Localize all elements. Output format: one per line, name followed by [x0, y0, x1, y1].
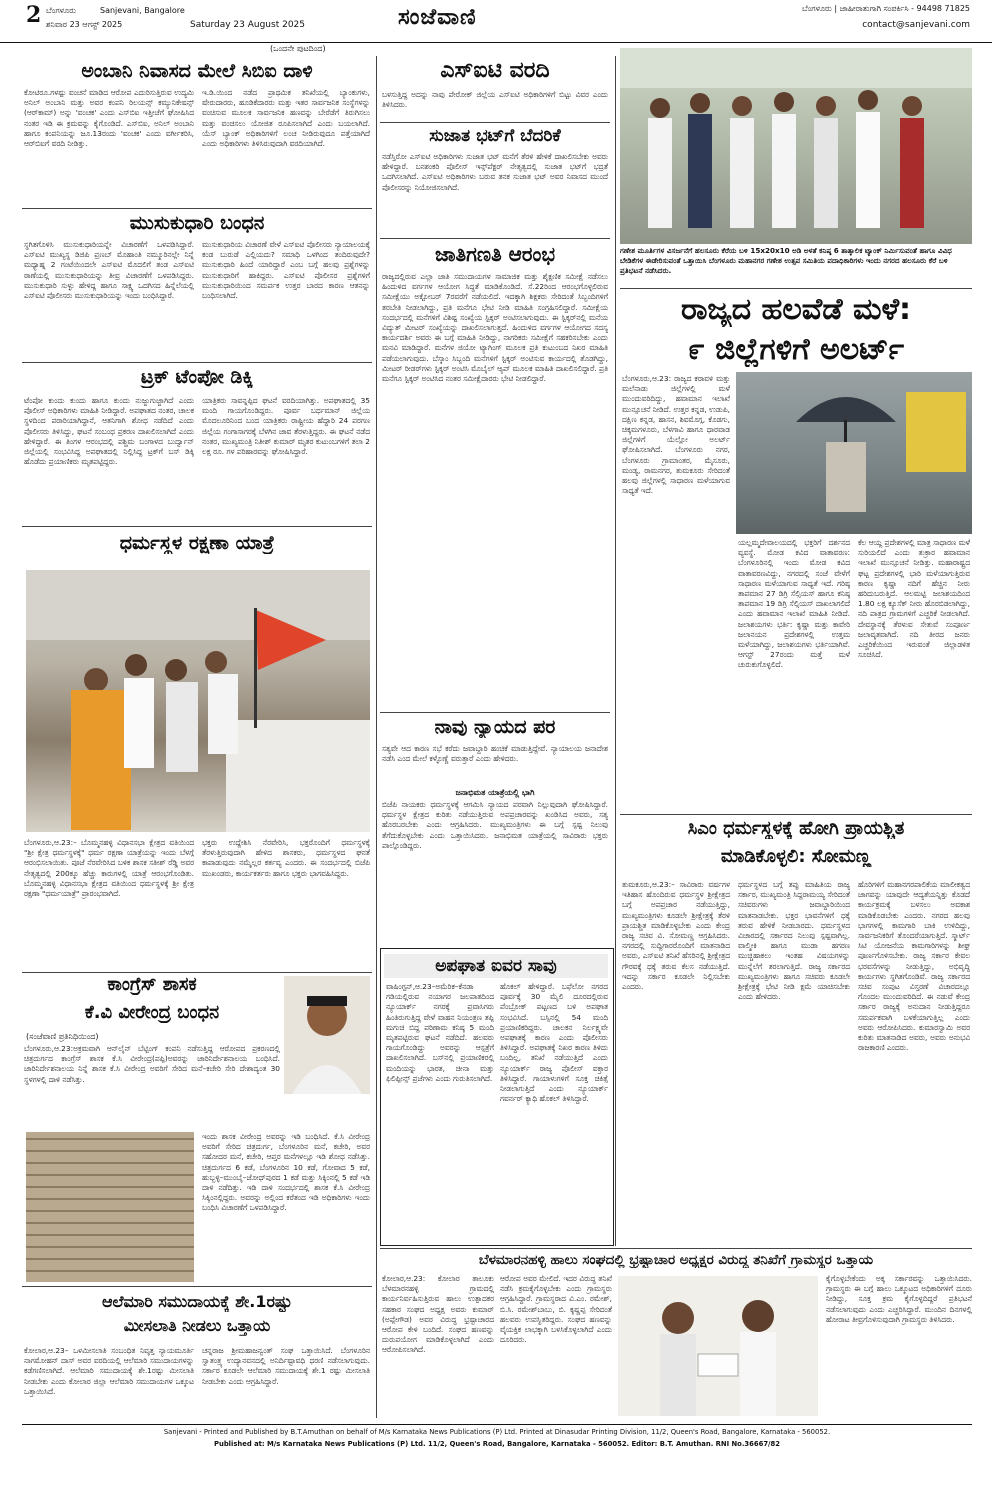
- headline-virendra-2: ಕೆ.ವಿ ವೀರೇಂದ್ರ ಬಂಧನ: [84, 1002, 220, 1023]
- footer-line-1: Sanjevani - Printed and Published by B.T.Amuthan on behalf of M/s Karnataka News Publications (P) Ltd. Printed at Dinasudar Printing Division, 11/2, Queen's Road, Bangalore, Karnataka - 560052.: [163, 1428, 831, 1436]
- divider: [380, 238, 610, 239]
- milk-col2: ಆರೋಪ ಅವರ ಮೇಲಿದೆ. ಇದರ ವಿರುದ್ಧ ತನಿಖೆ ನಡೆಸಿ ಕ್ರಮಕೈಗೊಳ್ಳಬೇಕು ಎಂದು ಗ್ರಾಮಸ್ಥರು ಆಗ್ರಹಿಸಿದ್ದಾರೆ. ಗ್ರಾಮಸ್ಥರಾದ ವಿ.ಎಂ. ರಮೇಶ್, ಬಿ.ಸಿ. ರಮೇಶ್‌ಬಾಬು, ಬಿ. ಕೃಷ್ಣಪ್ಪ ಸೇರಿದಂತೆ ಹಲವರು ಉಪಸ್ಥಿತರಿದ್ದರು. ಸಂಘದ ಹಣವನ್ನು ವೈಯಕ್ತಿಕ ಲಾಭಕ್ಕಾಗಿ ಬಳಸಿಕೊಳ್ಳಲಾಗಿದೆ ಎಂದು ದೂರಿದರು.: [500, 1274, 612, 1345]
- person-portrait: [284, 976, 370, 1094]
- milk-photo: [618, 1276, 818, 1416]
- divider: [22, 526, 372, 527]
- protest-scene: [620, 48, 972, 244]
- header-contact[interactable]: contact@sanjevani.com: [862, 20, 970, 30]
- sit-body: ಬಳಸುತ್ತಿದ್ದ ಅದನ್ನು ನಾವು ಪೇರೋಕ್ ಜಿಲ್ಲೆಯ ಎಸ್‌ಐಟಿ ಅಧಿಕಾರಿಗಳಿಗೆ ಬಿಟ್ಟು ವಿವರ ಎಂದು ತಿಳಿಸಿದರು.: [382, 90, 608, 110]
- truck-col1: ಟೆಂಪೋ ಕುಂದು ಕುಂದು ಹಾಗೂ ಕುಂದು ನುಜ್ಜುಗುಜ್ಜಾಗಿದೆ ಎಂದು ಪೊಲೀಸ್ ಅಧಿಕಾರಿಗಳು ಮಾಹಿತಿ ನೀಡಿದ್ದಾರೆ. ಅಪಘಾತದ ನಂತರ, ಚಾಲಕ ಸ್ಥಳದಿಂದ ಪರಾರಿಯಾಗಿದ್ದಾನೆ, ಆತನಿಗಾಗಿ ಶೋಧ ನಡೆದಿದೆ ಎಂದು ಪೊಲೀಸರು ತಿಳಿಸಿದ್ದು, ಘಟನೆ ಸಂಬಂಧ ಪ್ರಕರಣ ದಾಖಲಿಸಲಾಗಿದೆ ಎಂದು ಹೇಳಿದ್ದಾರೆ. ಈ ತಿಂಗಳ ಆರಂಭದಲ್ಲಿ ಪಶ್ಚಿಮ ಬಂಗಾಳದ ಬುರ್ದ್ವಾನ್ ಜಿಲ್ಲೆಯಲ್ಲಿ ಸಂಭವಿಸಿದ್ದ ಅಪಘಾತದಲ್ಲಿ ನಿಲ್ಲಿಸಿದ್ದ ಟ್ರಕ್‌ಗೆ ಬಸ್ ಡಿಕ್ಕಿ ಹೊಡೆದು ಪ್ರಯಾಣಿಕರು ಮೃತಪಟ್ಟಿದ್ದರು.: [24, 396, 194, 467]
- truck-col2: ಯಾತ್ರಿಕರು ಸಾವನ್ನಪ್ಪಿದ ಘಟನೆ ವರದಿಯಾಗಿತ್ತು. ಅಪಘಾತದಲ್ಲಿ 35 ಮಂದಿ ಗಾಯಗೊಂಡಿದ್ದರು. ಪೂರ್ವ ಬರ್ಧಮಾನ್ ಜಿಲ್ಲೆಯ ಮೊದಲೂರಿನಿಂದ ಬಂದ ಯಾತ್ರಿಕರು ರಾಷ್ಟ್ರೀಯ ಹೆದ್ದಾರಿ 24 ಪರಗಣ ಜಿಲ್ಲೆಯ ಗಂಗಾಸಾಗರಕ್ಕೆ ಬೆಳಗಿನ ಜಾವ ತೆರಳುತ್ತಿದ್ದರು. ಈ ಘಟನೆ ನಡೆದ ನಂತರ, ಮುಖ್ಯಮಂತ್ರಿ ನಿತೀಶ್ ಕುಮಾರ್ ಮೃತರ ಕುಟುಂಬಗಳಿಗೆ ತಲಾ 2 ಲಕ್ಷ ರೂ. ಗಳ ಪರಿಹಾರವನ್ನು ಘೋಷಿಸಿದ್ದಾರೆ.: [202, 396, 370, 457]
- headline-sujatha: ಸುಜಾತ ಭಟ್‌ಗೆ ಬೆದರಿಕೆ: [429, 126, 561, 146]
- yatre-photo: [26, 570, 370, 832]
- milk-col3: ಕೈಗೊಳ್ಳಬೇಕೆಂದು ಅಕ್ಕ ಸರ್ಕಾರವನ್ನು ಒತ್ತಾಯಿಸಿದರು. ಗ್ರಾಮಸ್ಥರು ಈ ಬಗ್ಗೆ ಹಾಲು ಒಕ್ಕೂಟದ ಅಧಿಕಾರಿಗಳಿಗೆ ದೂರು ನೀಡಿದ್ದು, ಸೂಕ್ತ ಕ್ರಮ ಕೈಗೊಳ್ಳದಿದ್ದರೆ ಪ್ರತಿಭಟನೆ ನಡೆಸಲಾಗುವುದು ಎಂದು ಎಚ್ಚರಿಸಿದ್ದಾರೆ. ಮುಂದಿನ ದಿನಗಳಲ್ಲಿ ಹೋರಾಟ ತೀವ್ರಗೊಳಿಸುವುದಾಗಿ ಗ್ರಾಮಸ್ಥರು ತಿಳಿಸಿದರು.: [826, 1274, 972, 1324]
- rain-lead: ಬೆಂಗಳೂರು,ಆ.23: ರಾಜ್ಯದ ಕರಾವಳಿ ಮತ್ತು ಮಲೆನಾಡು ಜಿಲ್ಲೆಗಳಲ್ಲಿ ಮಳೆ ಮುಂದುವರಿದಿದ್ದು, ಹವಾಮಾನ ಇಲಾಖೆ ಮುನ್ಸೂಚನೆ ನೀಡಿದೆ. ಉತ್ತರ ಕನ್ನಡ, ಉಡುಪಿ, ದಕ್ಷಿಣ ಕನ್ನಡ, ಹಾಸನ, ಶಿವಮೊಗ್ಗ, ಕೊಡಗು, ಚಿಕ್ಕಮಗಳೂರು, ಬೆಳಗಾವಿ ಹಾಗೂ ಧಾರವಾಡ ಜಿಲ್ಲೆಗಳಿಗೆ ಯೆಲ್ಲೋ ಅಲರ್ಟ್ ಘೋಷಿಸಲಾಗಿದೆ. ಬೆಂಗಳೂರು ನಗರ, ಬೆಂಗಳೂರು ಗ್ರಾಮಾಂತರ, ಮೈಸೂರು, ಮಂಡ್ಯ, ರಾಮನಗರ, ತುಮಕೂರು ಸೇರಿದಂತೆ ಹಲವು ಜಿಲ್ಲೆಗಳಲ್ಲಿ ಸಾಧಾರಣ ಮಳೆಯಾಗುವ ಸಾಧ್ಯತೆ ಇದೆ.: [622, 374, 730, 496]
- virendra-lead: ಬೆಂಗಳೂರು,ಆ.23:ಅಕ್ರಮವಾಗಿ ಆನ್‌ಲೈನ್ ಬೆಟ್ಟಿಂಗ್ ಕಂಪನಿ ನಡೆಸುತ್ತಿದ್ದ ಆರೋಪದ ಪ್ರಕರಣದಲ್ಲಿ ಚಿತ್ರದುರ್ಗದ ಕಾಂಗ್ರೆಸ್ ಶಾಸಕ ಕೆ.ಸಿ ವೀರೇಂದ್ರ(ಪಪ್ಪಿ)ಅವರನ್ನು ಜಾರಿನಿರ್ದೇಶನಾಲಯ ಬಂಧಿಸಿದೆ. ಜಾರಿನಿರ್ದೇಶನಾಲಯ ನಿನ್ನೆ ಶಾಸಕ ಕೆ.ಸಿ ವೀರೇಂದ್ರ ಅವರಿಗೆ ಸೇರಿದ ಮನೆ–ಕಚೇರಿ ಸೇರಿ ದೇಶಾದ್ಯಂತ 30 ಸ್ಥಳಗಳಲ್ಲಿ ದಾಳಿ ನಡೆಸಿತ್ತು.: [24, 1044, 280, 1084]
- column-divider: [376, 56, 377, 1418]
- headline-accident: ಅಪಘಾತ ಐವರ ಸಾವು: [384, 954, 608, 978]
- headline-cm-1: ಸಿಎಂ ಧರ್ಮಸ್ಥಳಕ್ಕೆ ಹೋಗಿ ಪ್ರಾಯಶ್ಚಿತ: [687, 818, 905, 839]
- headline-truck: ಟ್ರಕ್ ಟೆಂಪೋ ಡಿಕ್ಕಿ: [140, 366, 254, 388]
- headline-virendra-1: ಕಾಂಗ್ರೆಸ್ ಶಾಸಕ: [107, 974, 197, 995]
- ambani-col1: ಕೋಟಿರೂ.ಗಳಷ್ಟು ವಂಚನೆ ಮಾಡಿದ ಆರೋಪ ಎದುರಿಸುತ್ತಿರುವ ಉದ್ಯಮಿ ಅನಿಲ್ ಅಂಬಾನಿ ಮತ್ತು ಅವರ ಕಂಪನಿ ರಿಲಯನ್ಸ್ ಕಮ್ಯುನಿಕೇಷನ್ಸ್ (ಆರ್‌ಕಾಮ್) ಅನ್ನು 'ವಂಚಕ' ಎಂದು ಎಸ್‌ಬಿಐ ಇತ್ತೀಚೆಗೆ ಘೋಷಿಸಿದ ನಂತರ ಇಡಿ ಈ ಕ್ರಮವನ್ನು ಕೈಗೊಂಡಿದೆ. ಎಸ್‌ಬಿಐ, ಅನಿಲ್ ಅಂಬಾನಿ ಹಾಗೂ ಕಂಪನಿಯನ್ನು ಜೂ.13ರಂದು 'ವಂಚಕ' ಎಂದು ವರ್ಗೀಕರಿಸಿ, ಆರ್‌ಬಿಐಗೆ ವರದಿ ನೀಡಿತ್ತು.: [24, 88, 194, 149]
- accident-col2: ಹೊಕಲ್ ಹೇಳಿದ್ದಾರೆ. ಬಫೆಲೋ ನಗರದ ಪೂರ್ವಕ್ಕೆ 30 ಮೈಲಿ ದೂರದಲ್ಲಿರುವ ಪೆಂಬ್ರೋಕ್ ಪಟ್ಟಣದ ಬಳಿ ಅಪಘಾತ ಸಂಭವಿಸಿದೆ. ಬಸ್ಸಿನಲ್ಲಿ 54 ಮಂದಿ ಪ್ರಯಾಣಿಕರಿದ್ದರು. ಚಾಲಕನ ನಿರ್ಲಕ್ಷ್ಯವೇ ಅಪಘಾತಕ್ಕೆ ಕಾರಣ ಎಂದು ಪೊಲೀಸರು ತಿಳಿಸಿದ್ದಾರೆ. ಅಪಘಾತಕ್ಕೆ ನಿಖರ ಕಾರಣ ತಿಳಿದು ಬಂದಿಲ್ಲ, ತನಿಖೆ ನಡೆಯುತ್ತಿದೆ ಎಂದು ನ್ಯೂಯಾರ್ಕ್ ರಾಜ್ಯ ಪೊಲೀಸ್ ವಕ್ತಾರ ತಿಳಿಸಿದ್ದಾರೆ. ಗಾಯಾಳುಗಳಿಗೆ ಸೂಕ್ತ ಚಿಕಿತ್ಸೆ ನೀಡಲಾಗುತ್ತಿದೆ ಎಂದು ನ್ಯೂಯಾರ್ಕ್ ಗವರ್ನರ್ ಕ್ಯಾಥಿ ಹೊಕಲ್ ತಿಳಿಸಿದ್ದಾರೆ.: [500, 982, 608, 1104]
- alemari-col1: ಕೋಲಾರ,ಆ.23– ಒಳಮೀಸಲಾತಿ ಸಂಬಂಧಿತ ನಿವೃತ್ತ ನ್ಯಾಯಮೂರ್ತಿ ನಾಗಮೋಹನ್ ದಾಸ್ ಅವರ ವರದಿಯಲ್ಲಿ ಆಲೆಮಾರಿ ಸಮುದಾಯಗಳನ್ನು ಕಡೆಗಣಿಸಲಾಗಿದೆ. ಆಲೆಮಾರಿ ಸಮುದಾಯಕ್ಕೆ ಶೇ.1ರಷ್ಟು ಮೀಸಲಾತಿ ನೀಡಬೇಕು ಎಂದು ಕೋಲಾರ ಜಿಲ್ಲಾ ಆಲೆಮಾರಿ ಸಮುದಾಯಗಳ ಒಕ್ಕೂಟ ಒತ್ತಾಯಿಸಿದೆ.: [24, 1346, 194, 1396]
- sujatha-body: ನಡೆಸ್ತಿರೋ ಎಸ್‌ಐಟಿ ಅಧಿಕಾರಿಗಳು ಸುಜಾತ ಭಟ್ ಮನೆಗೆ ತೆರಳಿ ಹೇಳಿಕೆ ದಾಖಲಿಸಬೇಕು ಅವರು ಹೇಳಿದ್ದಾರೆ. ಬನಶಂಕರಿ ಪೊಲೀಸ್ ಇನ್ಸ್‌ಪೆಕ್ಟರ್ ನೇತೃತ್ವದಲ್ಲಿ ಸುಜಾತ ಭಟ್‌ಗೆ ಭದ್ರತೆ ಒದಗಿಸಲಾಗಿದೆ. ಎಸ್‌ಐಟಿ ಅಧಿಕಾರಿಗಳು ಬರುವ ತನಕ ಸುಜಾತ ಭಟ್ ಅವರ ನಿವಾಸದ ಮುಂದೆ ಪೊಲೀಸರನ್ನು ನಿಯೋಜಿಸಲಾಗಿದೆ.: [382, 152, 608, 192]
- column-divider: [615, 56, 616, 1246]
- alemari-col2: ಚನ್ನರಾಜ ಶ್ರೀಮಹಾಜನ್ವಂತ್ ಸಂಘ ಒತ್ತಾಯಿಸಿದೆ. ಬೆಂಗಳೂರಿನ ಸ್ವಾತಂತ್ರ್ಯ ಉದ್ಯಾನವನದಲ್ಲಿ ಅನಿರ್ದಿಷ್ಟಾವಧಿ ಧರಣಿ ನಡೆಸಲಾಗುವುದು. ಸರ್ಕಾರ ಕೂಡಲೇ ಆಲೆಮಾರಿ ಸಮುದಾಯಕ್ಕೆ ಶೇ.1 ರಷ್ಟು ಮೀಸಲಾತಿ ನೀಡಬೇಕು ಎಂದು ಆಗ್ರಹಿಸಿದ್ದಾರೆ.: [202, 1346, 370, 1386]
- divider: [380, 712, 610, 713]
- headline-cm-2: ಮಾಡಿಕೊಳ್ಳಲಿ: ಸೋಮಣ್ಣ: [720, 846, 872, 867]
- headline-rain-1: ರಾಜ್ಯದ ಹಲವೆಡೆ ಮಳೆ:: [680, 292, 912, 327]
- headline-milk: ಬೆಳಮಾರನಹಳ್ಳಿ ಹಾಲು ಸಂಘದಲ್ಲಿ ಭ್ರಷ್ಟಾಚಾರ ಅಧ್ಯಕ್ಷರ ವಿರುದ್ಧ ತನಿಖೆಗೆ ಗ್ರಾಮಸ್ಥರ ಒತ್ತಾಯ: [478, 1252, 874, 1268]
- headline-rain-2: ೯ ಜಿಲ್ಲೆಗಳಿಗೆ ಅಲರ್ಟ್: [687, 332, 905, 367]
- justice-body: ಸತ್ಯವೇ ಆದ ಕಾರಣ ಸಭೆ ಕರೆದು ಜವಾಬ್ದಾರಿ ಹಂಚಿಕೆ ಮಾಡುತ್ತಿದ್ದೇವೆ. ನ್ಯಾಯಾಲಯ ಜನಾದೇಶ ನಡೆಸಿ ಎಂದ ಮೇಲೆ ಕಳ್ಳೊಣ್ಣೆ ವರುತ್ತಾರೆ ಎಂದು ಹೇಳಿದರು.: [382, 744, 608, 764]
- milk-col1: ಕೋಲಾರ,ಆ.23: ಕೋಲಾರ ತಾಲೂಕು ಬೆಳಮಾರನಹಳ್ಳಿ ಗ್ರಾಮದಲ್ಲಿ ಕಾರ್ಯನಿರ್ವಹಿಸುತ್ತಿರುವ ಹಾಲು ಉತ್ಪಾದಕರ ಸಹಕಾರ ಸಂಘದ ಅಧ್ಯಕ್ಷ ಅವರು ಕುಮಾರ್ (ಅಪ್ಪೇಗೌಡ) ಅವರ ವಿರುದ್ಧ ಭ್ರಷ್ಟಾಚಾರದ ಆರೋಪ ಕೇಳಿ ಬಂದಿದೆ. ಸಂಘದ ಹಣವನ್ನು ದುರುಪಯೋಗ ಮಾಡಿಕೊಳ್ಳಲಾಗಿದೆ ಎಂದು ಆರೋಪಿಸಲಾಗಿದೆ.: [382, 1274, 494, 1355]
- headline-alemari-2: ಮೀಸಲಾತಿ ನೀಡಲು ಒತ್ತಾಯ: [123, 1316, 271, 1335]
- divider: [22, 208, 372, 209]
- yatre-scene: [26, 570, 370, 832]
- divider: [620, 288, 972, 289]
- headline-yatre: ಧರ್ಮಸ್ಥಳ ರಕ್ಷಣಾ ಯಾತ್ರೆ: [119, 532, 275, 554]
- census-body: ರಾಜ್ಯದಲ್ಲಿರುವ ಎಲ್ಲಾ ಜಾತಿ ಸಮುದಾಯಗಳ ಸಾಮಾಜಿಕ ಮತ್ತು ಶೈಕ್ಷಣಿಕ ಸಮೀಕ್ಷೆ ನಡೆಸಲು ಹಿಂದುಳಿದ ವರ್ಗಗಳ ಆಯೋಗ ಸಿದ್ಧತೆ ಮಾಡಿಕೊಂಡಿದೆ. ಸೆ.22ರಿಂದ ಆರಂಭಗೊಳ್ಳಲಿರುವ ಸಮೀಕ್ಷೆಯು ಅಕ್ಟೋಬರ್ 7ರವರೆಗೆ ನಡೆಯಲಿದೆ. ಇದಕ್ಕಾಗಿ ಶಿಕ್ಷಕರು ಸೇರಿದಂತೆ ಸಿಬ್ಬಂದಿಗಳಿಗೆ ತರಬೇತಿ ನೀಡಲಾಗಿದ್ದು, ಪ್ರತಿ ಮನೆಗೂ ಭೇಟಿ ನೀಡಿ ಮಾಹಿತಿ ಸಂಗ್ರಹಿಸಲಿದ್ದಾರೆ. ಸಮೀಕ್ಷೆಯ ಸಂದರ್ಭದಲ್ಲಿ ಮನೆಗಳಿಗೆ ವಿಶಿಷ್ಟ ಸಂಖ್ಯೆಯ ಸ್ಟಿಕ್ಕರ್ ಅಂಟಿಸಲಾಗುವುದು. ಈ ಸ್ಟಿಕ್ಕರ್‌ನಲ್ಲಿ ಮನೆಯ ವಿದ್ಯುತ್ ಮೀಟರ್ ಸಂಖ್ಯೆಯನ್ನು ದಾಖಲಿಸಲಾಗುತ್ತದೆ. ಹಿಂದುಳಿದ ವರ್ಗಗಳ ಆಯೋಗದ ಸದಸ್ಯ ಕಾರ್ಯದರ್ಶಿ ಅವರು ಈ ಬಗ್ಗೆ ಮಾಹಿತಿ ನೀಡಿದ್ದು, ನಾಗರಿಕರು ಸಮೀಕ್ಷೆಗೆ ಸಹಕರಿಸಬೇಕು ಎಂದು ಮನವಿ ಮಾಡಿದ್ದಾರೆ. ಮನೆಗಳ ಜಿಯೋ ಟ್ಯಾಗಿಂಗ್ ಮೂಲಕ ಪ್ರತಿ ಕುಟುಂಬದ ನಿಖರ ಮಾಹಿತಿ ಪಡೆಯಲಾಗುವುದು. ಬೆಸ್ಕಾಂ ಸಿಬ್ಬಂದಿ ಮನೆಗಳಿಗೆ ಸ್ಟಿಕ್ಕರ್ ಅಂಟಿಸುವ ಕಾರ್ಯದಲ್ಲಿ ತೊಡಗಿದ್ದು, ಮೀಟರ್ ರೀಡರ್‌ಗಳು ಸ್ಟಿಕ್ಕರ್ ಅಂಟಿಸಿ ಮೊಬೈಲ್ ಆ್ಯಪ್ ಮೂಲಕ ಮಾಹಿತಿ ದಾಖಲಿಸಲಿದ್ದಾರೆ. ಪ್ರತಿ ಮನೆಗೂ ಸ್ಟಿಕ್ಕರ್ ಅಂಟಿಸಿದ ನಂತರ ಸಮೀಕ್ಷೆದಾರರು ಭೇಟಿ ನೀಡಲಿದ್ದಾರೆ.: [382, 272, 608, 384]
- yatre-col1: ಬೆಂಗಳೂರು,ಆ.23:– ಬೊಮ್ಮನಹಳ್ಳಿ ವಿಧಾನಸಭಾ ಕ್ಷೇತ್ರದ ವತಿಯಿಂದ "ಶ್ರೀ ಕ್ಷೇತ್ರ ಧರ್ಮಸ್ಥಳಕ್ಕೆ" ಧರ್ಮ ರಕ್ಷಣಾ ಯಾತ್ರೆಯನ್ನು ಇಂದು ಬೆಳಗ್ಗೆ ಆರಂಭಿಸಲಾಯಿತು. ಪೂಜೆ ನೆರವೇರಿಸಿದ ಬಳಿಕ ಶಾಸಕ ಸತೀಶ್ ರೆಡ್ಡಿ ಅವರ ನೇತೃತ್ವದಲ್ಲಿ 200ಕ್ಕೂ ಹೆಚ್ಚು ಕಾರುಗಳಲ್ಲಿ ಯಾತ್ರೆ ಆರಂಭಗೊಂಡಿತು. ಬೊಮ್ಮನಹಳ್ಳಿ ವಿಧಾನಸಭಾ ಕ್ಷೇತ್ರದ ವತಿಯಿಂದ ಧರ್ಮಸ್ಥಳಕ್ಕೆ ಶ್ರೀ ಕ್ಷೇತ್ರ ರಕ್ಷಣಾ "ಧರ್ಮಯಾತ್ರೆ" ಪ್ರಾರಂಭವಾಗಿದೆ.: [24, 838, 194, 899]
- continuation-label: (ಒಂದನೇ ಪುಟದಿಂದ): [270, 44, 326, 53]
- headline-justice: ನಾವು ನ್ಯಾಯದ ಪರ: [434, 716, 556, 738]
- footer-line-2: Published at: M/s Karnataka News Publications (P) Ltd. 11/2, Queen's Road, Bangalore, Karnataka - 560052. Editor: B.T. Amuthan. RNI No.36667/82: [214, 1440, 780, 1448]
- headline-census: ಜಾತಿಗಣತಿ ಆರಂಭ: [435, 242, 555, 266]
- divider: [380, 122, 610, 123]
- meeting-scene: [618, 1276, 818, 1416]
- protest-caption: ಗಣೇಶ ಮೂರ್ತಿಗಳ ವಿಸರ್ಜನೆಗೆ ಹಲಸೂರು ಕೆರೆಯ ಬಳಿ 15x20x10 ಅಡಿ ಅಳತೆ ಕನಿಷ್ಠ 6 ತಾತ್ಕಾಲಿಕ ಟ್ಯಾಂಕ್ ನಿರ್ಮಿಸುವಂತೆ ಹಾಗೂ ವಿವಿಧ ಬೇಡಿಕೆಗಳ ಈಡೇರಿಸುವಂತೆ ಒತ್ತಾಯಿಸಿ ಬೆಂಗಳೂರು ಮಹಾನಗರ ಗಣೇಶ ಉತ್ಸವ ಸಮಿತಿಯ ಪದಾಧಿಕಾರಿಗಳು ಇಂದು ನಗರದ ಹಲಸೂರು ಕೆರೆ ಬಳಿ ಪ್ರತಿಭಟನೆ ನಡೆಸಿದರು.: [620, 246, 952, 275]
- protest-photo: [620, 48, 972, 244]
- masked-col1: ಸ್ಥಗಿತಗೊಳಿಸಿ ಮುಸುಕುಧಾರಿಯನ್ನೇ ವಿಚಾರಣೆಗೆ ಒಳಪಡಿಸಿದ್ದಾರೆ. ಎಸ್‌ಐಟಿ ಮುಖ್ಯಸ್ಥ ಡಿಜಿಪಿ ಪ್ರಣಬ್ ಮೊಹಾಂತಿ ನಮ್ಮೂರಿನಲ್ಲೇ ನಿನ್ನೆ ಮಧ್ಯಾಹ್ನ 2 ಗಂಟೆಯಿಂದಲೇ ಎಸ್‌ಐಟಿ ಮೊದಲಿಗೆ ತಂಡ ಎಸ್‌ಐಟಿ ಠಾಣೆಯಲ್ಲಿ ಮುಸುಕುಧಾರಿಯನ್ನು ತೀವ್ರ ವಿಚಾರಣೆಗೆ ಒಳಪಡಿಸಿದ್ದರು. ಮುಸುಕುಧಾರಿ ಸುಳ್ಳು ಹೇಳಿದ್ದ ಹಾಗೂ ಸಾಕ್ಷ್ಯ ಒದಗಿಸದ ಹಿನ್ನೆಲೆಯಲ್ಲಿ ಎಸ್‌ಐಟಿ ಪೊಲೀಸರು ಮುಸುಕುಧಾರಿಯನ್ನು ಇಂದು ಬಂಧಿಸಿದ್ದಾರೆ.: [24, 240, 194, 301]
- header-city: ಬೆಂಗಳೂರು: [46, 6, 76, 15]
- justice-body2: ಬಿಜೆಪಿ ನಾಯಕರು ಧರ್ಮಸ್ಥಳಕ್ಕೆ ಆಗಮಿಸಿ ನ್ಯಾಯದ ಪರವಾಗಿ ನಿಲ್ಲುವುದಾಗಿ ಘೋಷಿಸಿದ್ದಾರೆ. ಧರ್ಮಸ್ಥಳ ಕ್ಷೇತ್ರದ ಕುರಿತು ನಡೆಯುತ್ತಿರುವ ಅಪಪ್ರಚಾರವನ್ನು ಖಂಡಿಸಿದ ಅವರು, ಸತ್ಯ ಹೊರಬರಬೇಕು ಎಂದು ಆಗ್ರಹಿಸಿದರು. ಮುಖ್ಯಮಂತ್ರಿಗಳು ಈ ಬಗ್ಗೆ ಸ್ಪಷ್ಟ ನಿಲುವು ತೆಗೆದುಕೊಳ್ಳಬೇಕು ಎಂದು ಒತ್ತಾಯಿಸಿದರು. ಜನಾಭಿಮತ ಯಾತ್ರೆಯಲ್ಲಿ ಸಾವಿರಾರು ಭಕ್ತರು ಪಾಲ್ಗೊಂಡಿದ್ದರು.: [382, 800, 608, 850]
- rain-photo: [736, 372, 972, 534]
- masked-col2: ಮುಸುಕುಧಾರಿಯ ವಿಚಾರಣೆ ವೇಳೆ ಎಸ್‌ಐಟಿ ಪೊಲೀಸರು ನ್ಯಾಯಾಲಯಕ್ಕೆ ಕಂಡ ಬುರುಡೆ ಎಲ್ಲಿಯದು? ಸಮಾಧಿ ಒಳಗಿಂದ ತಂದಿರುವುದೇ? ಮುಸುಕುಧಾರಿ ಹಿಂದೆ ಯಾರಿದ್ದಾರೆ ಎಂಬ ಬಗ್ಗೆ ಹಲವು ಪ್ರಶ್ನೆಗಳನ್ನು ಮುಸುಕುಧಾರಿಗೆ ಹಾಕಿದ್ದರು. ಎಸ್‌ಐಟಿ ಪೊಲೀಸರ ಪ್ರಶ್ನೆಗಳಿಗೆ ಮುಸುಕುಧಾರಿಯಿಂದ ಸಮರ್ಪಕ ಉತ್ತರ ಬಾರದ ಕಾರಣ ಆತನನ್ನು ಬಂಧಿಸಲಾಗಿದೆ.: [202, 240, 370, 301]
- page-number: 2: [26, 2, 42, 28]
- cm-col2: ಧರ್ಮಸ್ಥಳದ ಬಗ್ಗೆ ತಪ್ಪು ಮಾಹಿತಿಯ ರಾಜ್ಯ ಸರ್ಕಾರ, ಮುಖ್ಯಮಂತ್ರಿ ಸಿದ್ದರಾಮಯ್ಯ ಸೇರಿದಂತೆ ಸಚಿವರುಗಳು ಜವಾಬ್ದಾರಿಯಿಂದ ಮಾತನಾಡಬೇಕು. ಭಕ್ತರ ಭಾವನೆಗಳಿಗೆ ಧಕ್ಕೆ ತರುವ ಹೇಳಿಕೆ ನೀಡಬಾರದು. ಧರ್ಮಸ್ಥಳದ ವಿಚಾರದಲ್ಲಿ ಸರ್ಕಾರದ ನಿಲುವು ಸ್ಪಷ್ಟವಾಗಿಲ್ಲ. ವಾಲ್ಮೀಕಿ ಹಾಗೂ ಮುಡಾ ಹಗರಣ ಮುಚ್ಚಿಹಾಕಲು ಇಂತಹ ವಿಷಯಗಳನ್ನು ಮುನ್ನೆಲೆಗೆ ತರಲಾಗುತ್ತಿದೆ. ರಾಜ್ಯ ಸರ್ಕಾರದ ಮುಖ್ಯಮಂತ್ರಿಗಳು ಹಾಗೂ ಸಚಿವರು ಕೂಡಲೇ ಶ್ರೀಕ್ಷೇತ್ರಕ್ಕೆ ಭೇಟಿ ನೀಡಿ ಕ್ಷಮೆ ಯಾಚಿಸಬೇಕು ಎಂದು ಹೇಳಿದರು.: [738, 880, 850, 1002]
- divider: [22, 1286, 372, 1287]
- header-date-en: Saturday 23 August 2025: [190, 20, 305, 30]
- virendra-col2: ಇಂದು ಶಾಸಕ ವೀರೇಂದ್ರ ಅವರನ್ನು ಇಡಿ ಬಂಧಿಸಿದೆ. ಕೆ.ಸಿ ವೀರೇಂದ್ರ ಅವರಿಗೆ ಸೇರಿದ ಚಿತ್ರದುರ್ಗ, ಬೆಂಗಳೂರಿನ ಮನೆ, ಕಚೇರಿ, ಅವರ ಸಹೋದರ ಮನೆ, ಕಚೇರಿ, ಆಪ್ತರ ಮನೆಗಳಲ್ಲೂ ಇಡಿ ಶೋಧ ನಡೆಸಿತ್ತು. ಚಿತ್ರದುರ್ಗದ 6 ಕಡೆ, ಬೆಂಗಳೂರಿನ 10 ಕಡೆ, ಗೋವಾದ 5 ಕಡೆ, ಹುಬ್ಬಳ್ಳಿ–ಮುಂಬೈ–ಜೋಧ್‌ಪುರದ 1 ಕಡೆ ಮತ್ತು ಸಿಕ್ಕಿಂನಲ್ಲಿ 5 ಕಡೆ ಇಡಿ ದಾಳಿ ನಡೆದಿತ್ತು. ಇಡಿ ದಾಳಿ ಸಂದರ್ಭದಲ್ಲಿ ಶಾಸಕ ಕೆ.ಸಿ ವೀರೇಂದ್ರ ಸಿಕ್ಕಿಂನಲ್ಲಿದ್ದರು. ಅವರನ್ನು ಅಲ್ಲಿಂದ ಕರೆತಂದ ಇಡಿ ಅಧಿಕಾರಿಗಳು ಇಂದು ಬಂಧಿಸಿ ವಿಚಾರಣೆಗೆ ಒಳಪಡಿಸಿದ್ದಾರೆ.: [202, 1132, 370, 1213]
- brand-logo: [398, 4, 477, 30]
- headline-alemari-1: ಆಲೆಮಾರಿ ಸಮುದಾಯಕ್ಕೆ ಶೇ.1ರಷ್ಟು: [101, 1292, 293, 1311]
- accident-col1: ವಾಷಿಂಗ್ಟನ್,ಆ.23–ಅಮೆರಿಕ–ಕೆನಡಾ ಗಡಿಯಲ್ಲಿರುವ ನಯಾಗರ ಜಲಪಾತದಿಂದ ನ್ಯೂಯಾರ್ಕ್ ನಗರಕ್ಕೆ ಪ್ರವಾಸಿಗರು ಹಿಂತಿರುಗುತ್ತಿದ್ದ ವೇಳೆ ವಾಹನ ನಿಯಂತ್ರಣ ತಪ್ಪಿ ಮಗುಚಿ ಬಿದ್ದ ಪರಿಣಾಮ ಕನಿಷ್ಠ 5 ಮಂದಿ ಮೃತಪಟ್ಟಿರುವ ಘಟನೆ ನಡೆದಿದೆ. ಹಲವರು ಗಾಯಗೊಂಡಿದ್ದು ಅವರನ್ನು ಆಸ್ಪತ್ರೆಗೆ ದಾಖಲಿಸಲಾಗಿದೆ. ಬಸ್‌ನಲ್ಲಿ ಪ್ರಯಾಣಿಕರಲ್ಲಿ ಮಂದಿಯನ್ನು ಭಾರತ, ಚೀನಾ ಮತ್ತು ಫಿಲಿಪ್ಪೀನ್ಸ್ ಪ್ರಜೆಗಳು ಎಂದು ಗುರುತಿಸಲಾಗಿದೆ.: [386, 982, 494, 1083]
- header-date-kn: ಶನಿವಾರ 23 ಆಗಸ್ಟ್ 2025: [46, 20, 123, 29]
- rain-col3: ಕೆಲ ಆಯ್ದ ಪ್ರದೇಶಗಳಲ್ಲಿ ಮಾತ್ರ ಸಾಧಾರಣ ಮಳೆ ಸುರಿಯಲಿದೆ ಎಂದು ತುಕ್ರಾರ ಹವಾಮಾನ ಇಲಾಖೆ ಮುನ್ಸೂಚನೆ ನೀಡಿತ್ತು. ಮಹಾರಾಷ್ಟ್ರದ ಘಟ್ಟ ಪ್ರದೇಶಗಳಲ್ಲಿ ಭಾರಿ ಮಳೆಯಾಗುತ್ತಿರುವ ಕಾರಣ ಕೃಷ್ಣಾ ನದಿಗೆ ಹೆಚ್ಚಿನ ನೀರು ಹರಿದುಬರುತ್ತಿದೆ. ಆಲಮಟ್ಟಿ ಜಲಾಶಯದಿಂದ 1.80 ಲಕ್ಷ ಕ್ಯೂಸೆಕ್ ನೀರು ಹೊರಬಿಡಲಾಗಿದ್ದು, ನದಿ ಪಾತ್ರದ ಗ್ರಾಮಗಳಿಗೆ ಎಚ್ಚರಿಕೆ ನೀಡಲಾಗಿದೆ. ದೇವಸ್ಥಾನಕ್ಕೆ ತೆರಳುವ ಸೇತುವೆ ಸಂಪೂರ್ಣ ಜಲಾವೃತವಾಗಿದೆ. ನದಿ ತೀರದ ಜನರು ಎಚ್ಚರಿಕೆಯಿಂದ ಇರುವಂತೆ ಜಿಲ್ಲಾಡಳಿತ ಸೂಚಿಸಿದೆ.: [858, 538, 970, 660]
- header-right-info: ಬೆಂಗಳೂರು | ಜಾಹೀರಾತುಗಾಗಿ ಸಂಪರ್ಕಿಸಿ - 94498 71825: [801, 4, 970, 13]
- divider: [22, 972, 372, 973]
- virendra-portrait: [284, 976, 370, 1094]
- cm-col1: ತುಮಕೂರು,ಆ.23:– ಸಾವಿರಾರು ವರ್ಷಗಳ ಇತಿಹಾಸ ಹೊಂದಿರುವ ಧರ್ಮಸ್ಥಳ ಶ್ರೀಕ್ಷೇತ್ರದ ಬಗ್ಗೆ ಅಪಪ್ರಚಾರ ನಡೆಯುತ್ತಿದ್ದು, ಮುಖ್ಯಮಂತ್ರಿಗಳು ಕೂಡಲೇ ಶ್ರೀಕ್ಷೇತ್ರಕ್ಕೆ ತೆರಳಿ ಪ್ರಾಯಶ್ಚಿತ ಮಾಡಿಕೊಳ್ಳಬೇಕು ಎಂದು ಕೇಂದ್ರ ರಾಜ್ಯ ಸಚಿವ ವಿ. ಸೋಮಣ್ಣ ಆಗ್ರಹಿಸಿದರು. ನಗರದಲ್ಲಿ ಸುದ್ದಿಗಾರರೊಂದಿಗೆ ಮಾತನಾಡಿದ ಅವರು, ಎಸ್‌ಐಟಿ ತನಿಖೆ ಹೆಸರಿನಲ್ಲಿ ಶ್ರೀಕ್ಷೇತ್ರದ ಗೌರವಕ್ಕೆ ಧಕ್ಕೆ ತರುವ ಕೆಲಸ ನಡೆಯುತ್ತಿದೆ. ಇದನ್ನು ಸರ್ಕಾರ ಕೂಡಲೇ ನಿಲ್ಲಿಸಬೇಕು ಎಂದರು.: [622, 880, 730, 992]
- brand-name: ಸಂಜೆವಾಣಿ: [398, 4, 477, 30]
- masthead: [0, 0, 992, 43]
- rain-col2: ಯಲ್ಲಮ್ಮದೇವಾಲಯದಲ್ಲಿ ಭಕ್ತರಿಗೆ ದರ್ಶನದ ವ್ಯವಸ್ಥೆ. ಮೋಡ ಕವಿದ ವಾತಾವರಣ: ಬೆಂಗಳೂರಿನಲ್ಲಿ ಇಂದು ಮೋಡ ಕವಿದ ವಾತಾವರಣವಿದ್ದು, ನಗರದಲ್ಲಿ ಸಂಜೆ ವೇಳೆಗೆ ಸಾಧಾರಣ ಮಳೆಯಾಗುವ ಸಾಧ್ಯತೆ ಇದೆ. ಗರಿಷ್ಠ ತಾಪಮಾನ 27 ಡಿಗ್ರಿ ಸೆಲ್ಸಿಯಸ್ ಹಾಗೂ ಕನಿಷ್ಠ ತಾಪಮಾನ 19 ಡಿಗ್ರಿ ಸೆಲ್ಸಿಯಸ್ ದಾಖಲಾಗಲಿದೆ ಎಂದು ಹವಾಮಾನ ಇಲಾಖೆ ಮಾಹಿತಿ ನೀಡಿದೆ. ಜಲಾಶಯಗಳು ಭರ್ತಿ: ಕೃಷ್ಣಾ ಮತ್ತು ಕಾವೇರಿ ಜಲಾನಯನ ಪ್ರದೇಶಗಳಲ್ಲಿ ಉತ್ತಮ ಮಳೆಯಾಗಿದ್ದು, ಜಲಾಶಯಗಳು ಭರ್ತಿಯಾಗಿವೆ. ಆಗಸ್ಟ್ 27ರಂದು ಮತ್ತೆ ಮಳೆ ಚುರುಕುಗೊಳ್ಳಲಿದೆ.: [738, 538, 850, 670]
- headline-sit: ಎಸ್‌ಐಟಿ ವರದಿ: [440, 58, 550, 83]
- footer-rule: [22, 1424, 972, 1425]
- headline-masked: ಮುಸುಕುಧಾರಿ ಬಂಧನ: [129, 212, 265, 234]
- cm-col3: ಹೊರಿಗಳಿಗೆ ಮಹಾನಗರಪಾಲಿಕೆಯ ಮಾಲೀಕತ್ವದ ಜಾಗವನ್ನು ಯಾವುದೇ ಆದ್ಯತೆಯನ್ನಿತ್ತು ಕೊಡದೆ ಕಾರ್ಯಕ್ರಮಕ್ಕೆ ಬಳಸಲು ಅವಕಾಶ ಮಾಡಿಕೊಡಬೇಕು ಎಂದರು. ನಗರದ ಹಲವು ಭಾಗಗಳಲ್ಲಿ ಕಾಮಗಾರಿ ಬಾಕಿ ಉಳಿದಿದ್ದು, ಸಾರ್ವಜನಿಕರಿಗೆ ತೊಂದರೆಯಾಗುತ್ತಿದೆ. ಸ್ಮಾರ್ಟ್ ಸಿಟಿ ಯೋಜನೆಯ ಕಾಮಗಾರಿಗಳನ್ನು ಶೀಘ್ರ ಪೂರ್ಣಗೊಳಿಸಬೇಕು. ರಾಜ್ಯ ಸರ್ಕಾರ ಕೇವಲ ಭರವಸೆಗಳನ್ನು ನೀಡುತ್ತಿದ್ದು, ಅಭಿವೃದ್ಧಿ ಕಾರ್ಯಗಳು ಸ್ಥಗಿತಗೊಂಡಿವೆ. ರಾಜ್ಯ ಸರ್ಕಾರದ ಸಚಿವ ಸಂಪುಟ ವಿಸ್ತರಣೆ ವಿಚಾರದಲ್ಲೂ ಗೊಂದಲ ಮುಂದುವರಿದಿದೆ. ಈ ನಡುವೆ ಕೇಂದ್ರ ಸರ್ಕಾರ ರಾಜ್ಯಕ್ಕೆ ಅನುದಾನ ನೀಡುತ್ತಿದ್ದರೂ ಸಮರ್ಪಕವಾಗಿ ಬಳಕೆಯಾಗುತ್ತಿಲ್ಲ ಎಂದು ಅವರು ಆರೋಪಿಸಿದರು. ಕುಮಾರಸ್ವಾಮಿ ಅವರ ಕುರಿತು ಮಾತನಾಡಿದ ಅವರು, ಅವರು ಅನುಭವಿ ರಾಜಕಾರಣಿ ಎಂದರು.: [858, 880, 970, 1053]
- umbrella-scene: [736, 372, 972, 534]
- justice-subhead: ಜನಾಭಿಮತ ಯಾತ್ರೆಯಲ್ಲಿ ಭಾಗಿ: [455, 788, 535, 797]
- virendra-credit: (ಸಂಜೆವಾಣಿ ಪ್ರತಿನಿಧಿಯಿಂದ): [26, 1032, 99, 1041]
- divider: [22, 362, 372, 363]
- yatre-col2: ಭಕ್ತರು ಉದ್ದೇಶಿಸಿ ನೆರವೇರಿಸಿ, ಭಕ್ತರೊಂದಿಗೆ ಧರ್ಮಸ್ಥಳಕ್ಕೆ ತೆರಳುತ್ತಿರುವುದಾಗಿ ಹೇಳಿದ ಶಾಸಕರು, ಧರ್ಮಸ್ಥಳದ ಘನತೆ ಕಾಪಾಡುವುದು ನಮ್ಮೆಲ್ಲರ ಕರ್ತವ್ಯ ಎಂದರು. ಈ ಸಂದರ್ಭದಲ್ಲಿ ಬಿಜೆಪಿ ಮುಖಂಡರು, ಕಾರ್ಯಕರ್ತರು ಹಾಗೂ ಭಕ್ತರು ಭಾಗವಹಿಸಿದ್ದರು.: [202, 838, 370, 878]
- headline-ambani: ಅಂಬಾನಿ ನಿವಾಸದ ಮೇಲೆ ಸಿಬಿಐ ದಾಳಿ: [81, 60, 313, 82]
- divider: [620, 814, 972, 815]
- cash-seizure-photo: [26, 1132, 194, 1282]
- divider: [380, 1248, 972, 1249]
- ambani-col2: ಇ.ಡಿ.ಯಿಂದ ನಡೆದ ಪ್ರಾಥಮಿಕ ತನಿಖೆಯಲ್ಲಿ ಬ್ಯಾಂಕುಗಳು, ಷೇರುದಾರರು, ಹೂಡಿಕೆದಾರರು ಮತ್ತು ಇತರ ಸಾರ್ವಜನಿಕ ಸಂಸ್ಥೆಗಳನ್ನು ವಂಚಿಸುವ ಮೂಲಕ ಸಾರ್ವಜನಿಕ ಹಣವನ್ನು ಬೇರೆಡೆಗೆ ತಿರುಗಿಸಲು ಮತ್ತು ವಂಚಿಸಲು ಯೋಜಿತ ರೂಪಿಸಲಾಗಿದೆ ಎಂದು ಬಯಲಾಗಿದೆ. ಯೆಸ್ ಬ್ಯಾಂಕ್ ಅಧಿಕಾರಿಗಳಿಗೆ ಲಂಚ ನೀಡಿರುವುದೂ ಪತ್ತೆಯಾಗಿದೆ ಎಂದು ಅಧಿಕಾರಿಗಳು ತಿಳಿಸಿರುವುದಾಗಿ ವರದಿಯಾಗಿದೆ.: [202, 88, 370, 149]
- header-edition: Sanjevani, Bangalore: [100, 6, 185, 15]
